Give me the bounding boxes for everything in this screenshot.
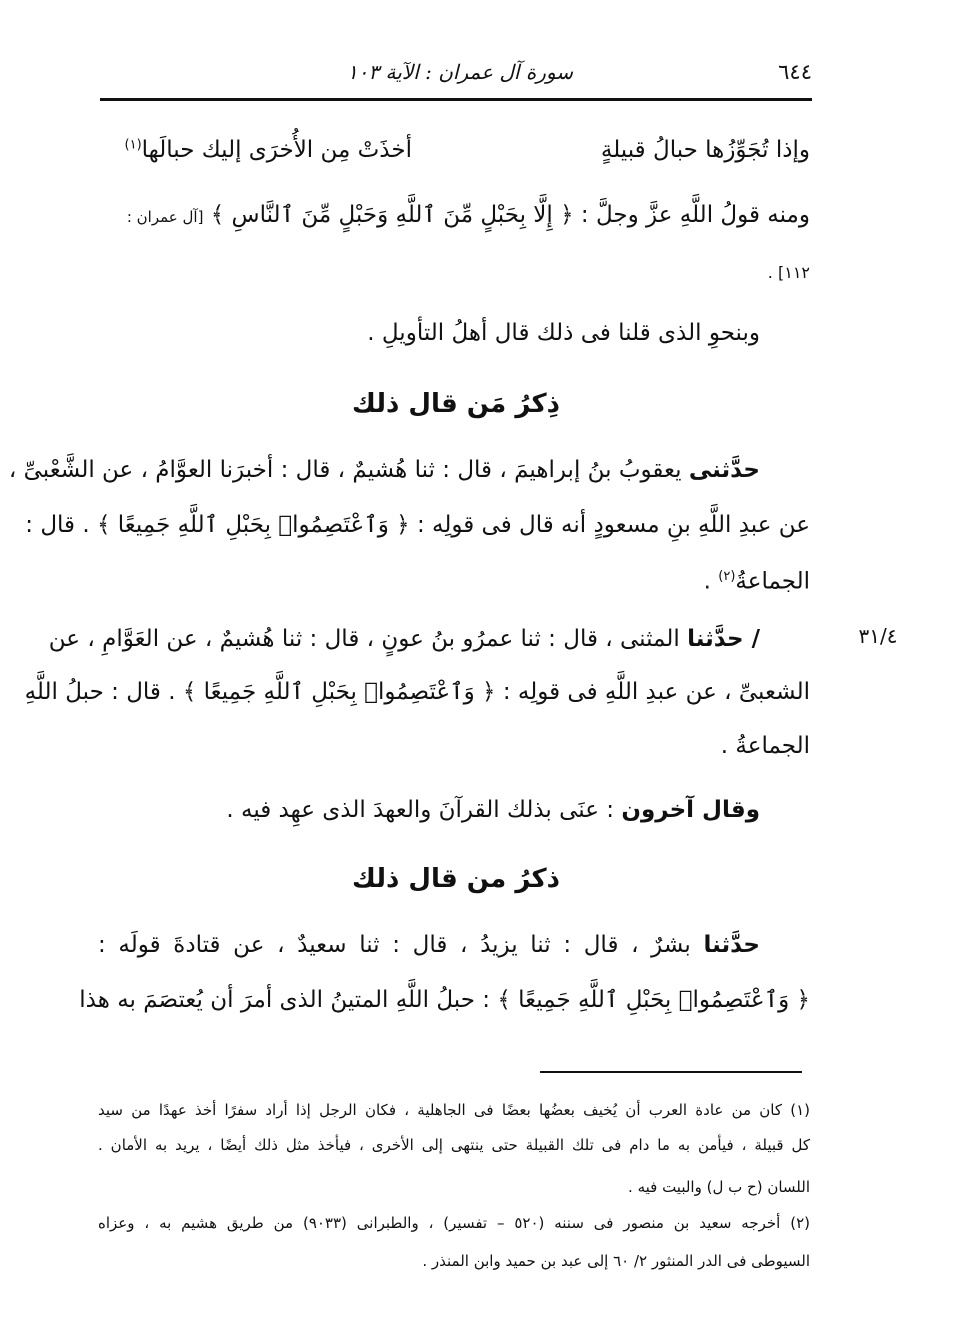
- text-line: [98, 562, 810, 597]
- poem-second-hemistich: [112, 137, 412, 163]
- isnad-text: يعقوبُ بنُ إبراهيمَ ، قال : ثنا هُشيمٌ ، قال : أخبرَنا العوَّامُ ، عن الشَّعْبىِّ ،: [8, 457, 682, 483]
- text-run: : عنَى بذلك القرآنَ والعهدَ الذى عهِد فيه .: [226, 797, 622, 823]
- surah-reference: [آل عمران :: [126, 208, 204, 226]
- page-number: ٦٤٤: [778, 60, 812, 84]
- text-line: [98, 200, 810, 232]
- header-divider: [100, 98, 812, 101]
- footnote-line: (١) كان من عادة العرب أن يُخيف بعضُها بعضًا فى الجاهلية ، فكان الرجل إذا أراد سفرًا أخذ عهدًا من سيد: [98, 1101, 810, 1119]
- footnote-line: اللسان (ح ب ل) والبيت فيه .: [628, 1178, 810, 1196]
- isnad-line: [48, 624, 760, 654]
- footnote-marker-1: (١): [124, 137, 142, 153]
- speaker-label: وقال آخرون: [621, 797, 760, 823]
- isnad-line: [98, 930, 760, 960]
- text-line: وبنحوِ الذى قلنا فى ذلك قال أهلُ التأويلِ .: [367, 320, 760, 346]
- isnad-text: المثنى ، قال : ثنا عمرُو بنُ عونٍ ، قال : ثنا هُشيمٌ ، عن العَوَّامِ ، عن: [48, 626, 680, 652]
- isnad-line: [8, 455, 760, 485]
- text-line: ﴿ وَٱعْتَصِمُوا۟ بِحَبْلِ ٱللَّهِ جَمِيعًا ﴾ : حبلُ اللَّهِ المتينُ الذى أمرَ أن يُعتصَمَ به هذا: [79, 987, 810, 1013]
- running-header-title: سورة آل عمران : الآية ١٠٣: [346, 60, 574, 84]
- hadith-opener: حدَّثنا: [703, 932, 760, 958]
- footnote-line: كل قبيلة ، فيأمن به ما دام فى تلك القبيلة حتى ينتهى إلى الأخرى ، فيأخذ مثل ذلك أيضًا ، يريد به الأمان .: [98, 1136, 810, 1154]
- text-word: الجماعةُ: [735, 568, 810, 595]
- hadith-opener: حدَّثنى: [688, 457, 760, 483]
- section-heading: ذِكرُ مَن قال ذلك: [352, 389, 560, 419]
- footnote-marker-2: (٢): [718, 569, 736, 584]
- poem-first-hemistich: [510, 137, 810, 163]
- text-line: الجماعةُ .: [720, 733, 810, 759]
- poem-first-hemistich-text: وإذا تُجَوِّزُها حبالُ قبيلةٍ: [600, 137, 810, 163]
- quran-citation-line: ومنه قولُ اللَّهِ عزَّ وجلَّ : ﴿ إِلَّا بِحَبْلٍ مِّنَ ٱللَّهِ وَحَبْلٍ مِّنَ ٱلنَّاسِ ﴾: [210, 202, 810, 228]
- text-punctuation: .: [703, 568, 719, 595]
- footnote-line: السيوطى فى الدر المنثور ٢/ ٦٠ إلى عبد بن حميد وابن المنذر .: [422, 1252, 810, 1270]
- text-line: [98, 795, 760, 825]
- section-heading: ذكرُ من قال ذلك: [352, 864, 560, 894]
- poem-second-hemistich-text: أخذَتْ مِن الأُخرَى إليك حبالَها: [141, 137, 412, 163]
- text-line: الشعبىِّ ، عن عبدِ اللَّهِ فى قولِه : ﴿ وَٱعْتَصِمُوا۟ بِحَبْلِ ٱللَّهِ جَمِيعًا ﴾ . قال : حبلُ اللَّهِ: [24, 679, 810, 705]
- hadith-opener: / حدَّثنا: [687, 626, 760, 652]
- surah-reference-end: ١١٢] .: [767, 263, 810, 282]
- margin-volume-reference: ٣١/٤: [858, 624, 898, 648]
- footnote-line: (٢) أخرجه سعيد بن منصور فى سننه (٥٢٠ – تفسير) ، والطبرانى (٩٠٣٣) من طريق هشيم به ، وعزاه: [98, 1214, 810, 1232]
- footnote-divider: [540, 1071, 802, 1073]
- text-line: عن عبدِ اللَّهِ بنِ مسعودٍ أنه قال فى قولِه : ﴿ وَٱعْتَصِمُوا۟ بِحَبْلِ ٱللَّهِ جَمِيعًا ﴾ . قال :: [25, 512, 810, 538]
- isnad-text: بشرٌ ، قال : ثنا يزيدُ ، قال : ثنا سعيدٌ ، عن قتادةَ قولَه :: [98, 932, 691, 958]
